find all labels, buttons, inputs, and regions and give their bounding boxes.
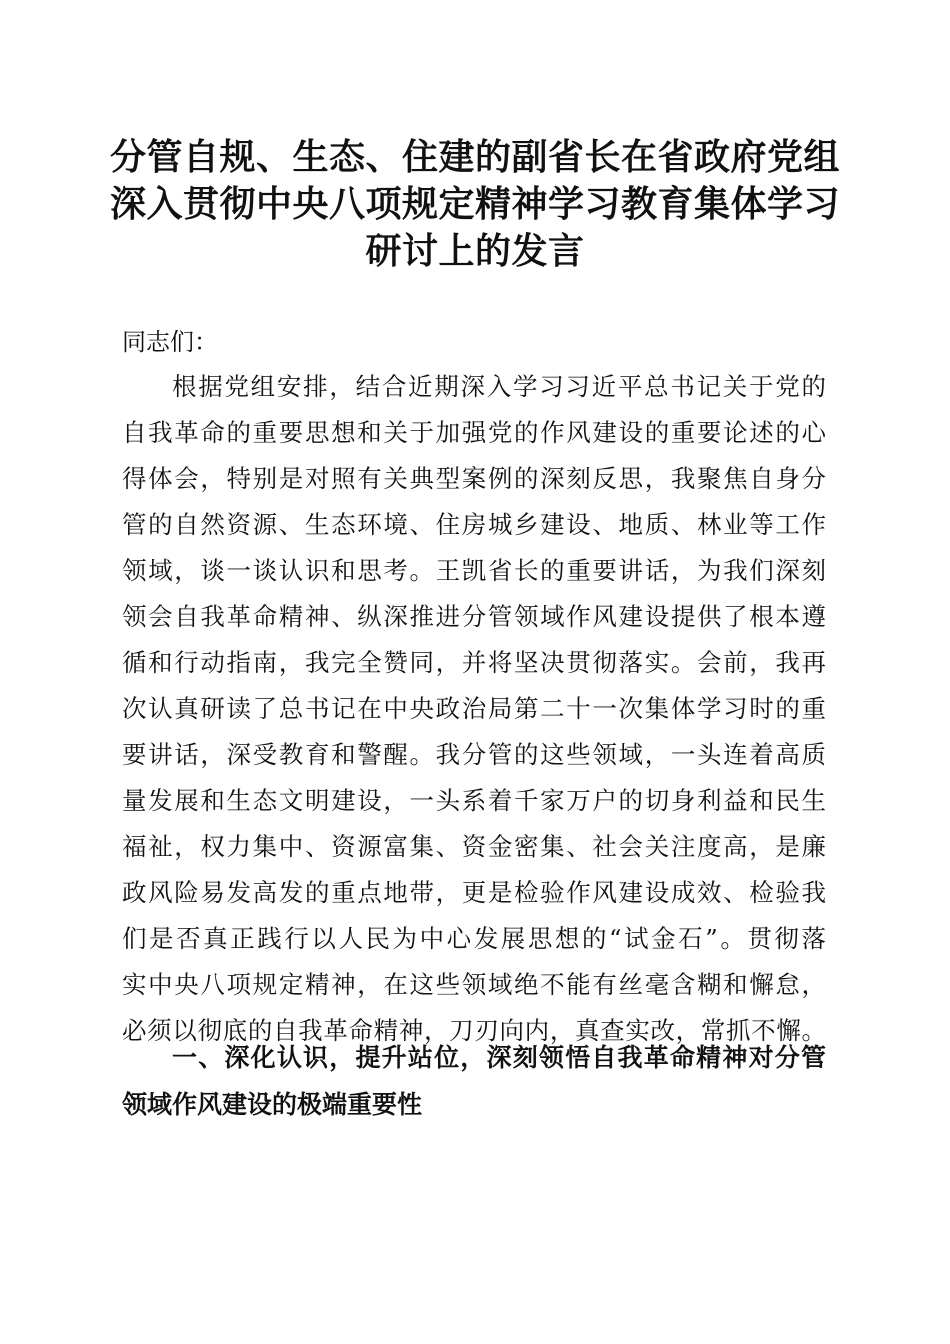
paragraph-line: 次认真研读了总书记在中央政治局第二十一次集体学习时的重	[122, 694, 826, 723]
heading-line-1: 一、深化认识，提升站位，深刻领悟自我革命精神对分管	[172, 1043, 826, 1072]
paragraph-line: 福祉，权力集中、资源富集、资金密集、社会关注度高，是廉	[122, 832, 826, 861]
paragraph-line: 必须以彻底的自我革命精神，刀刃向内，真查实改，常抓不懈。	[122, 1016, 826, 1045]
paragraph-line: 实中央八项规定精神，在这些领域绝不能有丝毫含糊和懈怠，	[122, 970, 826, 999]
title-line-3: 研讨上的发言	[365, 230, 585, 272]
paragraph-line: 领域，谈一谈认识和思考。王凯省长的重要讲话，为我们深刻	[122, 556, 826, 585]
paragraph-line: 循和行动指南，我完全赞同，并将坚决贯彻落实。会前，我再	[122, 648, 826, 677]
body-paragraph	[122, 364, 826, 1054]
paragraph-line: 政风险易发高发的重点地带，更是检验作风建设成效、检验我	[122, 878, 826, 907]
title-line-1: 分管自规、生态、住建的副省长在省政府党组	[110, 136, 841, 178]
paragraph-line: 自我革命的重要思想和关于加强党的作风建设的重要论述的心	[122, 418, 826, 447]
section-heading	[122, 1034, 826, 1128]
paragraph-line: 量发展和生态文明建设，一头系着千家万户的切身利益和民生	[122, 786, 826, 815]
paragraph-line: 根据党组安排，结合近期深入学习习近平总书记关于党的	[172, 372, 826, 401]
document-title	[110, 134, 840, 275]
paragraph-line: 们是否真正践行以人民为中心发展思想的“试金石”。贯彻落	[122, 924, 826, 953]
heading-line-2: 领域作风建设的极端重要性	[122, 1090, 423, 1119]
paragraph-line: 要讲话，深受教育和警醒。我分管的这些领域，一头连着高质	[122, 740, 826, 769]
title-line-2: 深入贯彻中央八项规定精神学习教育集体学习	[110, 183, 841, 225]
paragraph-line: 管的自然资源、生态环境、住房城乡建设、地质、林业等工作	[122, 510, 826, 539]
paragraph-line: 得体会，特别是对照有关典型案例的深刻反思，我聚焦自身分	[122, 464, 826, 493]
paragraph-line: 领会自我革命精神、纵深推进分管领域作风建设提供了根本遵	[122, 602, 826, 631]
salutation: 同志们：	[122, 328, 218, 356]
